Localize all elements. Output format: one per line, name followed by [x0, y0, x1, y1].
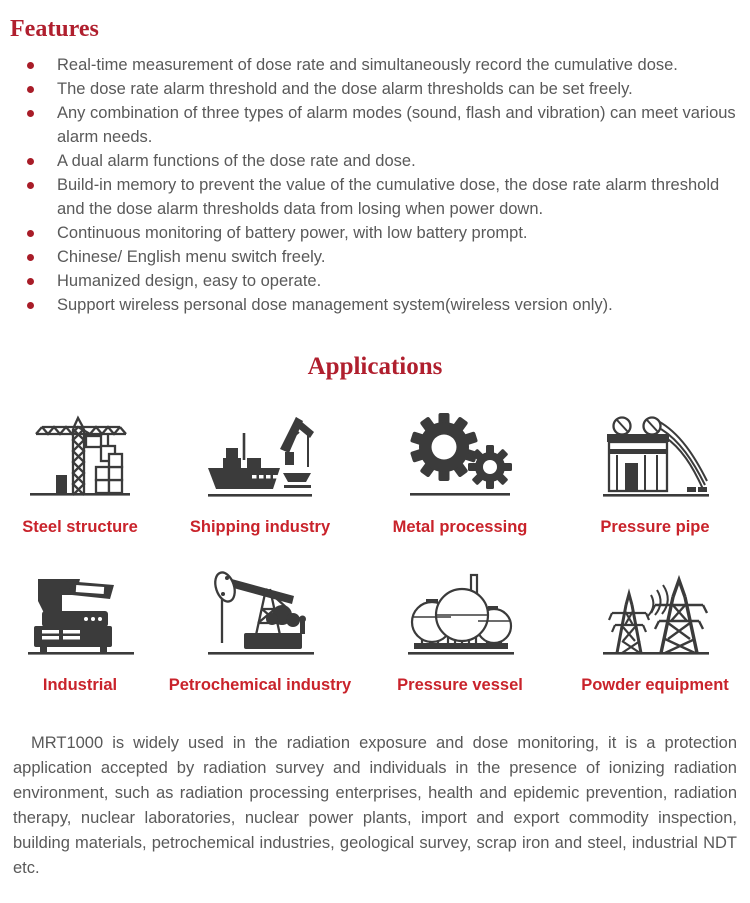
- feature-item: [0, 101, 746, 149]
- application-label: Pressure vessel: [397, 676, 523, 694]
- feature-text: Real-time measurement of dose rate and simultaneously record the cumulative dose.: [57, 56, 678, 74]
- feature-text: Any combination of three types of alarm modes (sound, flash and vibration) can meet various alarm needs.: [57, 104, 736, 146]
- feature-item: [0, 173, 746, 221]
- application-label: Metal processing: [392, 518, 528, 536]
- feature-text: Chinese/ English menu switch freely.: [57, 248, 326, 266]
- feature-text: Continuous monitoring of battery power, with low battery prompt.: [57, 224, 528, 242]
- oil-pumpjack-icon: [200, 563, 320, 663]
- application-label: Petrochemical industry: [168, 676, 352, 694]
- application-label: Pressure pipe: [600, 518, 710, 536]
- feature-item: [0, 77, 746, 101]
- feature-item: [0, 221, 746, 245]
- application-item: [160, 405, 360, 537]
- bullet-icon: [27, 278, 34, 285]
- feature-text: A dual alarm functions of the dose rate and dose.: [57, 152, 416, 170]
- tower-crane-icon: [20, 405, 140, 505]
- bullet-icon: [27, 302, 34, 309]
- application-item: [0, 563, 160, 695]
- pipe-plant-icon: [595, 405, 715, 505]
- bullet-icon: [27, 110, 34, 117]
- bullet-icon: [27, 62, 34, 69]
- feature-item: [0, 245, 746, 269]
- application-label: Shipping industry: [189, 518, 331, 536]
- feature-text: Build-in memory to prevent the value of the cumulative dose, the dose rate alarm threshold and the dose alarm thresholds data from losing when power down.: [57, 176, 720, 218]
- application-item: [560, 563, 750, 695]
- feature-item: [0, 293, 746, 317]
- cargo-ship-crane-icon: [200, 405, 320, 505]
- bullet-icon: [27, 86, 34, 93]
- application-label: Industrial: [42, 676, 118, 694]
- features-list: [0, 53, 750, 317]
- application-label: Powder equipment: [581, 676, 729, 694]
- industrial-machine-icon: [20, 563, 140, 663]
- gears-icon: [400, 405, 520, 505]
- application-item: [360, 563, 560, 695]
- application-label: Steel structure: [22, 518, 138, 536]
- feature-text: Humanized design, easy to operate.: [57, 272, 322, 290]
- application-item: [0, 405, 160, 537]
- bullet-icon: [27, 182, 34, 189]
- application-item: [160, 563, 360, 695]
- applications-grid: [0, 405, 750, 695]
- power-pylons-icon: [595, 563, 715, 663]
- application-item: [360, 405, 560, 537]
- applications-title: Applications: [307, 353, 443, 380]
- bullet-icon: [27, 230, 34, 237]
- feature-item: [0, 149, 746, 173]
- feature-item: [0, 53, 746, 77]
- application-item: [560, 405, 750, 537]
- feature-text: The dose rate alarm threshold and the dose alarm thresholds can be set freely.: [57, 80, 633, 98]
- bullet-icon: [27, 254, 34, 261]
- features-title: Features: [10, 16, 99, 42]
- product-description: MRT1000 is widely used in the radiation exposure and dose monitoring, it is a protection application accepted by radiation survey and individuals in the presence of ionizing radiation environment, such as radiation processing enterprises, health and epidemic prevention, radiation therapy, nuclear laboratories, nuclear power plants, import and export commodity inspection, building materials, petrochemical industries, geological survey, scrap iron and steel, industrial NDT etc.: [13, 734, 737, 877]
- feature-item: [0, 269, 746, 293]
- bullet-icon: [27, 158, 34, 165]
- spherical-tanks-icon: [400, 563, 520, 663]
- feature-text: Support wireless personal dose management system(wireless version only).: [57, 296, 613, 314]
